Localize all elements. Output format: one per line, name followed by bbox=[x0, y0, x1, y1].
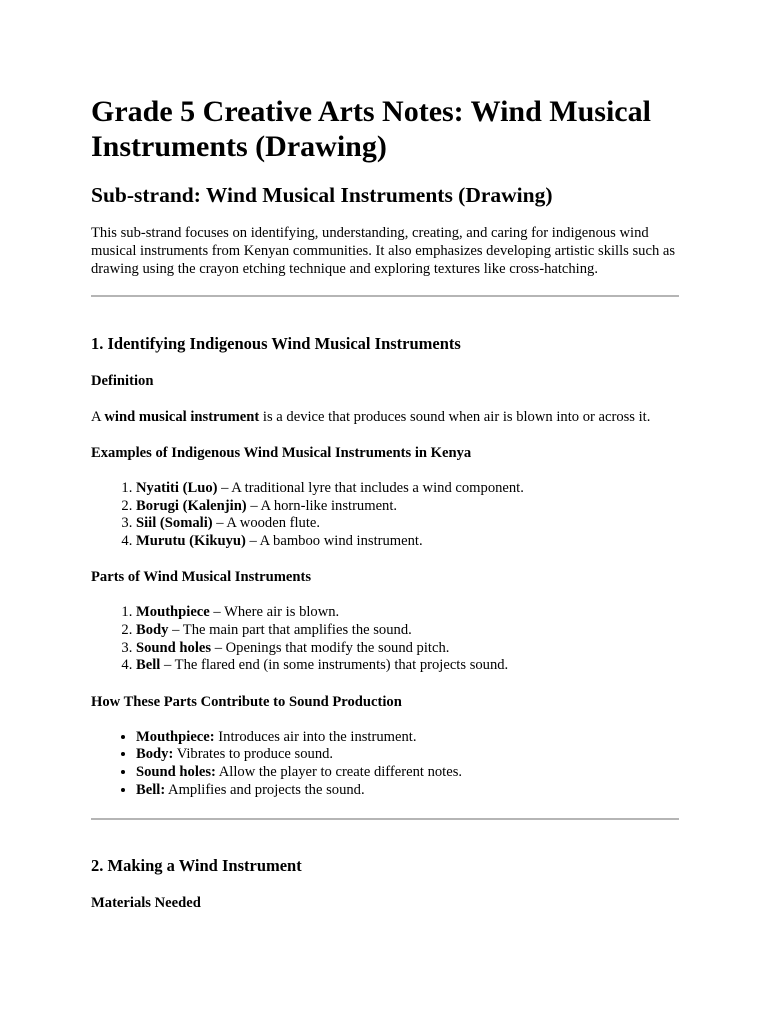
part-name: Sound holes: bbox=[136, 763, 216, 780]
instrument-name: Borugi (Kalenjin) bbox=[136, 497, 247, 514]
instrument-name: Siil (Somali) bbox=[136, 515, 213, 532]
list-item bbox=[136, 729, 679, 747]
section-divider bbox=[91, 295, 679, 297]
part-name: Bell bbox=[136, 657, 161, 674]
document-content bbox=[91, 94, 679, 912]
definition-term: wind musical instrument bbox=[104, 409, 260, 425]
contribution-heading: How These Parts Contribute to Sound Production bbox=[91, 693, 402, 710]
contribution-list bbox=[91, 729, 679, 799]
list-item bbox=[136, 604, 679, 622]
intro-paragraph: This sub-strand focuses on identifying, understanding, creating, and caring for indigenous wind musical instruments from Kenyan communities. It also emphasizes developing artistic skills such as drawing using the crayon etching technique and exploring textures like cross-hatching. bbox=[91, 225, 676, 277]
list-item bbox=[136, 622, 679, 640]
section1-heading: 1. Identifying Indigenous Wind Musical Instruments bbox=[91, 334, 461, 353]
page-title: Grade 5 Creative Arts Notes: Wind Musical Instruments (Drawing) bbox=[91, 95, 651, 163]
part-role: Amplifies and projects the sound. bbox=[165, 781, 365, 798]
part-name: Body: bbox=[136, 746, 174, 763]
materials-heading: Materials Needed bbox=[91, 895, 201, 912]
examples-list bbox=[91, 480, 679, 550]
list-item bbox=[136, 640, 679, 658]
part-desc: – Where air is blown. bbox=[209, 604, 340, 621]
part-name: Mouthpiece bbox=[136, 604, 210, 621]
part-role: Allow the player to create different notes. bbox=[215, 763, 463, 780]
instrument-desc: – A traditional lyre that includes a wind component. bbox=[217, 480, 524, 496]
instrument-desc: – A bamboo wind instrument. bbox=[245, 532, 423, 549]
parts-list bbox=[91, 604, 679, 674]
list-item bbox=[136, 515, 679, 533]
section-divider bbox=[91, 818, 679, 820]
list-item bbox=[136, 782, 679, 800]
part-name: Mouthpiece: bbox=[136, 728, 215, 745]
list-item bbox=[136, 764, 679, 782]
list-item bbox=[136, 533, 679, 551]
list-item bbox=[136, 746, 679, 764]
instrument-desc: – A wooden flute. bbox=[212, 515, 321, 532]
part-name: Bell: bbox=[136, 781, 166, 798]
instrument-name: Murutu (Kikuyu) bbox=[136, 532, 246, 549]
definition-prefix: A bbox=[91, 409, 105, 425]
part-role: Introduces air into the instrument. bbox=[214, 728, 417, 745]
list-item bbox=[136, 480, 679, 498]
part-desc: – Openings that modify the sound pitch. bbox=[211, 639, 450, 656]
part-name: Sound holes bbox=[136, 639, 212, 656]
part-desc: – The flared end (in some instruments) that projects sound. bbox=[160, 657, 509, 674]
part-role: Vibrates to produce sound. bbox=[173, 746, 334, 763]
part-name: Body bbox=[136, 621, 169, 638]
instrument-name: Nyatiti (Luo) bbox=[136, 480, 218, 496]
definition-heading: Definition bbox=[91, 373, 154, 389]
list-item bbox=[136, 498, 679, 516]
instrument-desc: – A horn-like instrument. bbox=[246, 497, 398, 514]
definition-text: is a device that produces sound when air is blown into or across it. bbox=[259, 409, 651, 425]
definition-paragraph bbox=[91, 408, 679, 426]
parts-heading: Parts of Wind Musical Instruments bbox=[91, 569, 312, 586]
part-desc: – The main part that amplifies the sound. bbox=[168, 621, 412, 638]
examples-heading: Examples of Indigenous Wind Musical Instruments in Kenya bbox=[91, 445, 472, 461]
substrand-heading: Sub-strand: Wind Musical Instruments (Drawing) bbox=[91, 183, 553, 207]
section2-heading: 2. Making a Wind Instrument bbox=[91, 856, 302, 876]
list-item bbox=[136, 657, 679, 675]
